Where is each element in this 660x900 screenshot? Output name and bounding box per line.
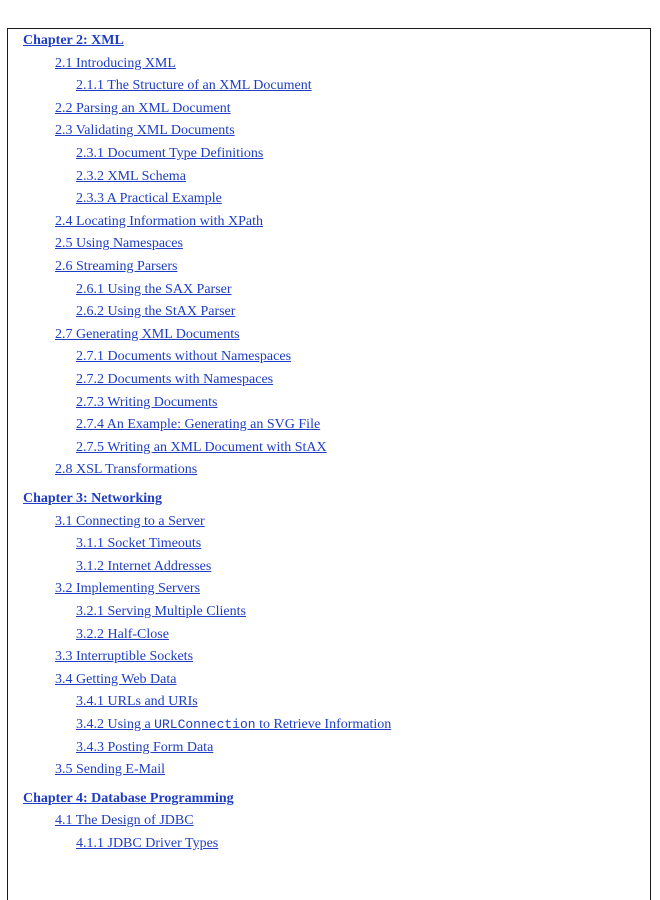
subsection-link[interactable]: 3.2.1 Serving Multiple Clients bbox=[76, 604, 246, 619]
subsection-link[interactable]: 2.3.1 Document Type Definitions bbox=[76, 146, 264, 161]
section-link[interactable]: 2.1 Introducing XML bbox=[55, 55, 176, 71]
section-link[interactable]: 3.5 Sending E-Mail bbox=[55, 762, 166, 778]
section-link[interactable]: 2.2 Parsing an XML Document bbox=[55, 100, 231, 116]
section-link[interactable]: 3.2 Implementing Servers bbox=[55, 581, 201, 597]
subsection-link[interactable]: 2.7.3 Writing Documents bbox=[76, 394, 218, 410]
subsection-link[interactable]: 2.7.4 An Example: Generating an SVG File bbox=[76, 417, 321, 433]
section-link[interactable]: 3.1 Connecting to a Server bbox=[55, 513, 205, 529]
entry-text: to Retrieve Information bbox=[255, 717, 392, 732]
section-link[interactable]: 2.8 XSL Transformations bbox=[55, 462, 198, 478]
toc-frame bbox=[7, 28, 651, 900]
entry-code: URLConnection bbox=[154, 717, 256, 732]
subsection-link[interactable]: 2.7.5 Writing an XML Document with StAX bbox=[76, 439, 327, 455]
subsection-link[interactable]: 3.1.1 Socket Timeouts bbox=[76, 536, 202, 552]
chapter-link[interactable]: Chapter 3: Networking bbox=[23, 491, 162, 506]
chapter-link[interactable]: Chapter 2: XML bbox=[23, 33, 124, 48]
section-link[interactable]: 2.5 Using Namespaces bbox=[55, 236, 183, 252]
entry-text: 3.4.2 Using a bbox=[76, 717, 155, 732]
subsection-link[interactable] bbox=[76, 717, 391, 733]
subsection-link[interactable]: 2.3.3 A Practical Example bbox=[76, 191, 222, 207]
section-link[interactable]: 2.3 Validating XML Documents bbox=[55, 123, 235, 139]
subsection-link[interactable]: 2.6.2 Using the StAX Parser bbox=[76, 304, 236, 320]
section-link[interactable]: 3.3 Interruptible Sockets bbox=[55, 649, 194, 665]
subsection-link[interactable]: 3.4.1 URLs and URIs bbox=[76, 694, 198, 710]
subsection-link[interactable]: 3.4.3 Posting Form Data bbox=[76, 739, 214, 755]
chapter-link[interactable]: Chapter 4: Database Programming bbox=[23, 790, 234, 806]
section-link[interactable]: 2.4 Locating Information with XPath bbox=[55, 213, 264, 229]
subsection-link[interactable]: 2.1.1 The Structure of an XML Document bbox=[76, 78, 312, 94]
section-link[interactable]: 2.7 Generating XML Documents bbox=[55, 326, 240, 342]
subsection-link[interactable]: 2.3.2 XML Schema bbox=[76, 168, 186, 184]
section-link[interactable]: 4.1 The Design of JDBC bbox=[55, 813, 194, 829]
subsection-link[interactable]: 2.6.1 Using the SAX Parser bbox=[76, 281, 232, 297]
subsection-link[interactable]: 3.1.2 Internet Addresses bbox=[76, 558, 212, 574]
subsection-link[interactable]: 4.1.1 JDBC Driver Types bbox=[76, 836, 219, 851]
subsection-link[interactable]: 2.7.1 Documents without Namespaces bbox=[76, 349, 292, 365]
subsection-link[interactable]: 3.2.2 Half-Close bbox=[76, 626, 169, 642]
section-link[interactable]: 3.4 Getting Web Data bbox=[55, 671, 177, 687]
subsection-link[interactable]: 2.7.2 Documents with Namespaces bbox=[76, 372, 274, 387]
section-link[interactable]: 2.6 Streaming Parsers bbox=[55, 259, 178, 274]
